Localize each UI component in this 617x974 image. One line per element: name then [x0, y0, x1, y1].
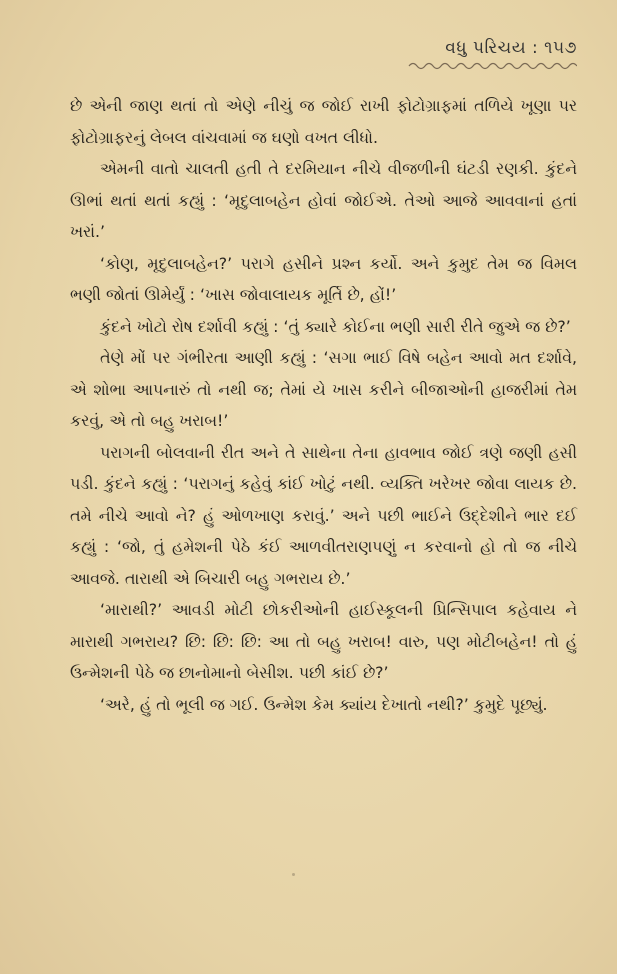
paragraph: ‘મારાથી?’ આવડી મોટી છોકરીઓની હાઈસ્કૂલની પ્રિન્સિપાલ કહેવાય ને મારાથી ગભરાય? છિ: છિ: છિ: આ તો બહુ ખરાબ! વારુ, પણ મોટીબહેન! તો હું ઉન્મેશની પેઠે જ છાનોમાનો બેસીશ. પછી કાંઈ છે?’: [70, 600, 577, 682]
running-head: [70, 38, 577, 72]
paragraph: તેણે મોં પર ગંભીરતા આણી કહ્યું : ‘સગા ભાઈ વિષે બહેન આવો મત દર્શાવે, એ શોભા આપનારું તો નથી જ; તેમાં યે ખાસ કરીને બીજાઓની હાજરીમાં તેમ કરવું, એ તો બહુ ખરાબ!’: [70, 348, 577, 430]
paragraph: છે એની જાણ થતાં તો એણે નીચું જ જોઈ રાખી ફોટોગ્રાફમાં તળિયે ખૂણા પર ફોટોગ્રાફરનું લેબલ વાંચવામાં જ ઘણો વખત લીધો.: [70, 96, 577, 147]
paragraph: એમની વાતો ચાલતી હતી તે દરમિયાન નીચે વીજળીની ઘંટડી રણકી. કુંદને ઊભાં થતાં થતાં કહ્યું : ‘મૃદુલાબહેન હોવાં જોઈએ. તેઓ આજે આવવાનાં હતાં ખરાં.’: [70, 159, 577, 241]
paragraph: ‘અરે, હું તો ભૂલી જ ગઈ. ઉન્મેશ કેમ ક્યાંય દેખાતો નથી?’ કુમુદે પૂછ્યું.: [100, 694, 548, 714]
paragraph: કુંદને ખોટો રોષ દર્શાવી કહ્યું : ‘તું ક્યારે કોઈના ભણી સારી રીતે જુએ જ છે?’: [100, 316, 571, 336]
paper-speck: [292, 873, 295, 876]
paragraph: પરાગની બોલવાની રીત અને તે સાથેના તેના હાવભાવ જોઈ ત્રણે જણી હસી પડી. કુંદને કહ્યું : ‘પરાગનું કહેવું કાંઈ ખોટું નથી. વ્યક્તિ ખરેખર જોવા લાયક છે. તમે નીચે આવો ને? હું ઓળખાણ કરાવું.’ અને પછી ભાઈને ઉદ્દેશીને ભાર દઈ કહ્યું : ‘જો, તું હમેશની પેઠે કંઈ આળવીતરાણપણું ન કરવાનો હો તો જ નીચે આવજે. તારાથી એ બિચારી બહુ ગભરાય છે.’: [70, 442, 577, 588]
running-head-text: વધુ પરિચય : ૧૫૭: [445, 38, 577, 58]
decorative-squiggle: [407, 60, 577, 72]
body-text: [70, 90, 577, 720]
paragraph: ‘કોણ, મૃદુલાબહેન?’ પરાગે હસીને પ્રશ્ન કર્યો. અને કુમુદ તેમ જ વિમલ ભણી જોતાં ઊમેર્યું : ‘ખાસ જોવાલાયક મૂર્તિ છે, હોં!’: [70, 253, 577, 304]
